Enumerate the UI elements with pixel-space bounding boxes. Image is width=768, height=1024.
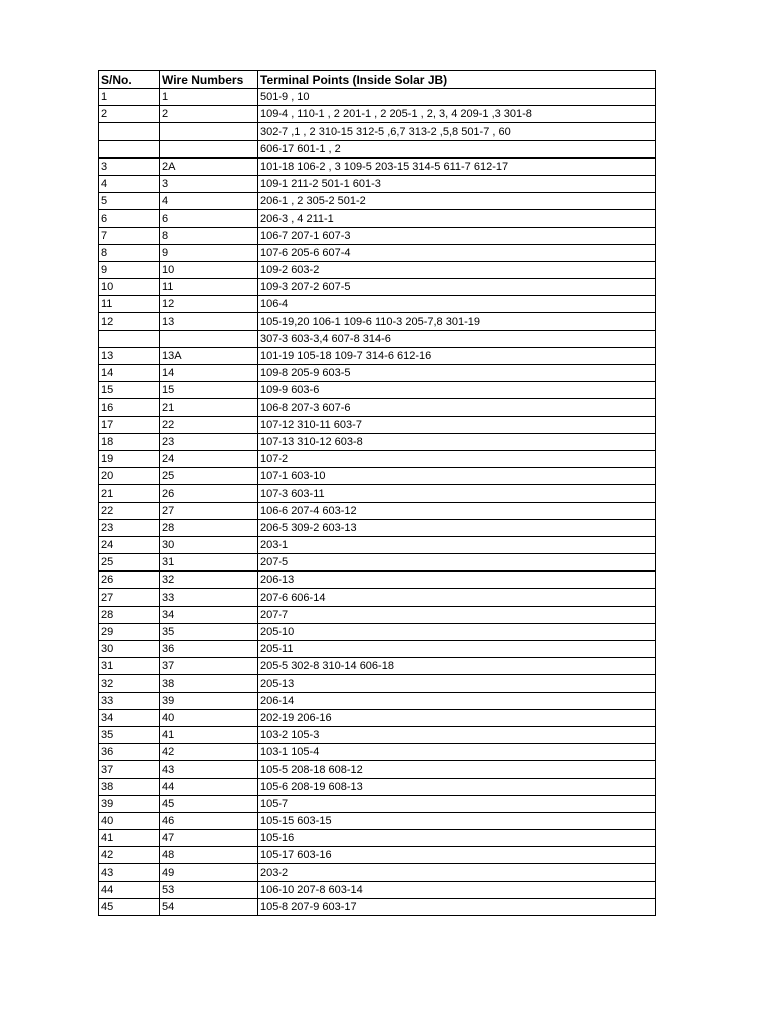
cell-serial-number: 23 bbox=[99, 519, 160, 536]
cell-wire-number: 4 bbox=[160, 193, 258, 210]
cell-terminal-points: 101-19 105-18 109-7 314-6 612-16 bbox=[258, 347, 656, 364]
cell-wire-number: 30 bbox=[160, 536, 258, 553]
cell-serial-number: 2 bbox=[99, 106, 160, 123]
table-row bbox=[99, 519, 656, 536]
table-row bbox=[99, 641, 656, 658]
table-row bbox=[99, 279, 656, 296]
cell-wire-number: 25 bbox=[160, 468, 258, 485]
cell-serial-number: 11 bbox=[99, 296, 160, 313]
wire-table-sheet bbox=[98, 70, 655, 916]
table-row bbox=[99, 89, 656, 106]
cell-terminal-points: 206-14 bbox=[258, 692, 656, 709]
cell-terminal-points: 207-6 606-14 bbox=[258, 589, 656, 606]
cell-wire-number: 9 bbox=[160, 244, 258, 261]
cell-wire-number: 2A bbox=[160, 158, 258, 176]
header-serial-number: S/No. bbox=[99, 71, 160, 89]
table-row bbox=[99, 864, 656, 881]
table-row bbox=[99, 140, 656, 158]
cell-terminal-points: 307-3 603-3,4 607-8 314-6 bbox=[258, 330, 656, 347]
cell-wire-number: 46 bbox=[160, 812, 258, 829]
cell-terminal-points: 105-16 bbox=[258, 830, 656, 847]
cell-serial-number: 42 bbox=[99, 847, 160, 864]
cell-wire-number: 44 bbox=[160, 778, 258, 795]
table-row bbox=[99, 416, 656, 433]
cell-serial-number: 35 bbox=[99, 726, 160, 743]
wire-numbers-table bbox=[98, 70, 656, 916]
cell-wire-number: 49 bbox=[160, 864, 258, 881]
table-row bbox=[99, 330, 656, 347]
table-row bbox=[99, 536, 656, 553]
cell-wire-number: 43 bbox=[160, 761, 258, 778]
cell-wire-number bbox=[160, 123, 258, 140]
cell-serial-number: 40 bbox=[99, 812, 160, 829]
cell-wire-number: 23 bbox=[160, 433, 258, 450]
cell-wire-number: 1 bbox=[160, 89, 258, 106]
cell-terminal-points: 205-13 bbox=[258, 675, 656, 692]
cell-terminal-points: 106-6 207-4 603-12 bbox=[258, 502, 656, 519]
cell-serial-number: 15 bbox=[99, 382, 160, 399]
cell-wire-number: 39 bbox=[160, 692, 258, 709]
cell-serial-number: 29 bbox=[99, 623, 160, 640]
cell-serial-number: 34 bbox=[99, 709, 160, 726]
cell-terminal-points: 206-1 , 2 305-2 501-2 bbox=[258, 193, 656, 210]
table-row bbox=[99, 244, 656, 261]
cell-wire-number: 36 bbox=[160, 641, 258, 658]
cell-terminal-points: 103-1 105-4 bbox=[258, 744, 656, 761]
table-row bbox=[99, 210, 656, 227]
table-row bbox=[99, 193, 656, 210]
cell-serial-number: 36 bbox=[99, 744, 160, 761]
cell-terminal-points: 105-7 bbox=[258, 795, 656, 812]
table-row bbox=[99, 433, 656, 450]
cell-terminal-points: 205-11 bbox=[258, 641, 656, 658]
cell-terminal-points: 109-8 205-9 603-5 bbox=[258, 365, 656, 382]
table-row bbox=[99, 571, 656, 589]
table-row bbox=[99, 365, 656, 382]
cell-serial-number: 9 bbox=[99, 261, 160, 278]
table-body bbox=[99, 89, 656, 916]
cell-terminal-points: 105-15 603-15 bbox=[258, 812, 656, 829]
table-row bbox=[99, 485, 656, 502]
cell-wire-number: 10 bbox=[160, 261, 258, 278]
cell-terminal-points: 106-7 207-1 607-3 bbox=[258, 227, 656, 244]
cell-wire-number: 37 bbox=[160, 658, 258, 675]
cell-wire-number: 6 bbox=[160, 210, 258, 227]
cell-serial-number: 37 bbox=[99, 761, 160, 778]
cell-wire-number: 31 bbox=[160, 554, 258, 572]
cell-terminal-points: 105-8 207-9 603-17 bbox=[258, 898, 656, 915]
cell-wire-number: 21 bbox=[160, 399, 258, 416]
cell-serial-number bbox=[99, 140, 160, 158]
cell-wire-number bbox=[160, 140, 258, 158]
cell-terminal-points: 106-4 bbox=[258, 296, 656, 313]
cell-wire-number: 42 bbox=[160, 744, 258, 761]
table-row bbox=[99, 158, 656, 176]
cell-terminal-points: 107-13 310-12 603-8 bbox=[258, 433, 656, 450]
cell-wire-number: 54 bbox=[160, 898, 258, 915]
cell-wire-number: 11 bbox=[160, 279, 258, 296]
table-row bbox=[99, 606, 656, 623]
table-row bbox=[99, 881, 656, 898]
cell-terminal-points: 606-17 601-1 , 2 bbox=[258, 140, 656, 158]
cell-serial-number: 19 bbox=[99, 450, 160, 467]
cell-terminal-points: 107-2 bbox=[258, 450, 656, 467]
cell-serial-number: 8 bbox=[99, 244, 160, 261]
table-row bbox=[99, 830, 656, 847]
table-row bbox=[99, 175, 656, 192]
cell-serial-number: 10 bbox=[99, 279, 160, 296]
cell-terminal-points: 107-1 603-10 bbox=[258, 468, 656, 485]
table-row bbox=[99, 399, 656, 416]
cell-wire-number: 8 bbox=[160, 227, 258, 244]
cell-terminal-points: 106-10 207-8 603-14 bbox=[258, 881, 656, 898]
table-row bbox=[99, 795, 656, 812]
cell-terminal-points: 107-6 205-6 607-4 bbox=[258, 244, 656, 261]
cell-wire-number: 41 bbox=[160, 726, 258, 743]
cell-terminal-points: 103-2 105-3 bbox=[258, 726, 656, 743]
cell-serial-number: 28 bbox=[99, 606, 160, 623]
cell-wire-number: 45 bbox=[160, 795, 258, 812]
cell-wire-number: 40 bbox=[160, 709, 258, 726]
table-row bbox=[99, 623, 656, 640]
table-row bbox=[99, 709, 656, 726]
cell-serial-number: 20 bbox=[99, 468, 160, 485]
cell-wire-number: 15 bbox=[160, 382, 258, 399]
cell-terminal-points: 302-7 ,1 , 2 310-15 312-5 ,6,7 313-2 ,5,8 501-7 , 60 bbox=[258, 123, 656, 140]
table-row bbox=[99, 450, 656, 467]
cell-terminal-points: 206-3 , 4 211-1 bbox=[258, 210, 656, 227]
cell-terminal-points: 105-19,20 106-1 109-6 110-3 205-7,8 301-19 bbox=[258, 313, 656, 330]
table-row bbox=[99, 382, 656, 399]
table-row bbox=[99, 778, 656, 795]
cell-terminal-points: 107-3 603-11 bbox=[258, 485, 656, 502]
cell-terminal-points: 205-5 302-8 310-14 606-18 bbox=[258, 658, 656, 675]
cell-terminal-points: 105-17 603-16 bbox=[258, 847, 656, 864]
cell-wire-number: 32 bbox=[160, 571, 258, 589]
cell-terminal-points: 207-5 bbox=[258, 554, 656, 572]
cell-terminal-points: 109-1 211-2 501-1 601-3 bbox=[258, 175, 656, 192]
cell-serial-number: 43 bbox=[99, 864, 160, 881]
table-row bbox=[99, 726, 656, 743]
cell-terminal-points: 109-3 207-2 607-5 bbox=[258, 279, 656, 296]
cell-wire-number bbox=[160, 330, 258, 347]
cell-terminal-points: 101-18 106-2 , 3 109-5 203-15 314-5 611-7 612-17 bbox=[258, 158, 656, 176]
cell-serial-number: 22 bbox=[99, 502, 160, 519]
cell-serial-number: 12 bbox=[99, 313, 160, 330]
cell-serial-number: 4 bbox=[99, 175, 160, 192]
table-row bbox=[99, 658, 656, 675]
cell-serial-number: 38 bbox=[99, 778, 160, 795]
cell-terminal-points: 501-9 , 10 bbox=[258, 89, 656, 106]
cell-serial-number: 3 bbox=[99, 158, 160, 176]
cell-serial-number: 13 bbox=[99, 347, 160, 364]
cell-wire-number: 27 bbox=[160, 502, 258, 519]
cell-terminal-points: 203-2 bbox=[258, 864, 656, 881]
table-row bbox=[99, 554, 656, 572]
cell-serial-number: 14 bbox=[99, 365, 160, 382]
cell-serial-number: 18 bbox=[99, 433, 160, 450]
cell-wire-number: 2 bbox=[160, 106, 258, 123]
cell-wire-number: 3 bbox=[160, 175, 258, 192]
table-row bbox=[99, 675, 656, 692]
table-row bbox=[99, 313, 656, 330]
cell-wire-number: 14 bbox=[160, 365, 258, 382]
cell-wire-number: 13 bbox=[160, 313, 258, 330]
table-row bbox=[99, 347, 656, 364]
table-row bbox=[99, 898, 656, 915]
cell-terminal-points: 109-4 , 110-1 , 2 201-1 , 2 205-1 , 2, 3, 4 209-1 ,3 301-8 bbox=[258, 106, 656, 123]
cell-wire-number: 33 bbox=[160, 589, 258, 606]
table-row bbox=[99, 468, 656, 485]
table-row bbox=[99, 502, 656, 519]
table-row bbox=[99, 296, 656, 313]
cell-terminal-points: 106-8 207-3 607-6 bbox=[258, 399, 656, 416]
cell-serial-number: 5 bbox=[99, 193, 160, 210]
cell-serial-number: 45 bbox=[99, 898, 160, 915]
cell-wire-number: 34 bbox=[160, 606, 258, 623]
cell-serial-number: 26 bbox=[99, 571, 160, 589]
cell-wire-number: 12 bbox=[160, 296, 258, 313]
cell-serial-number: 44 bbox=[99, 881, 160, 898]
cell-serial-number: 27 bbox=[99, 589, 160, 606]
cell-terminal-points: 203-1 bbox=[258, 536, 656, 553]
cell-serial-number bbox=[99, 123, 160, 140]
cell-serial-number: 30 bbox=[99, 641, 160, 658]
cell-serial-number: 25 bbox=[99, 554, 160, 572]
cell-terminal-points: 105-5 208-18 608-12 bbox=[258, 761, 656, 778]
cell-terminal-points: 109-2 603-2 bbox=[258, 261, 656, 278]
cell-terminal-points: 109-9 603-6 bbox=[258, 382, 656, 399]
cell-wire-number: 28 bbox=[160, 519, 258, 536]
cell-wire-number: 22 bbox=[160, 416, 258, 433]
cell-terminal-points: 206-13 bbox=[258, 571, 656, 589]
table-row bbox=[99, 692, 656, 709]
cell-wire-number: 48 bbox=[160, 847, 258, 864]
cell-wire-number: 38 bbox=[160, 675, 258, 692]
cell-terminal-points: 202-19 206-16 bbox=[258, 709, 656, 726]
table-row bbox=[99, 227, 656, 244]
cell-wire-number: 35 bbox=[160, 623, 258, 640]
table-row bbox=[99, 847, 656, 864]
cell-serial-number: 41 bbox=[99, 830, 160, 847]
cell-terminal-points: 205-10 bbox=[258, 623, 656, 640]
cell-wire-number: 26 bbox=[160, 485, 258, 502]
cell-terminal-points: 107-12 310-11 603-7 bbox=[258, 416, 656, 433]
cell-serial-number: 7 bbox=[99, 227, 160, 244]
cell-serial-number: 1 bbox=[99, 89, 160, 106]
table-row bbox=[99, 123, 656, 140]
table-row bbox=[99, 589, 656, 606]
cell-terminal-points: 207-7 bbox=[258, 606, 656, 623]
table-header-row bbox=[99, 71, 656, 89]
cell-wire-number: 47 bbox=[160, 830, 258, 847]
cell-serial-number: 39 bbox=[99, 795, 160, 812]
cell-serial-number bbox=[99, 330, 160, 347]
cell-serial-number: 32 bbox=[99, 675, 160, 692]
cell-wire-number: 13A bbox=[160, 347, 258, 364]
table-row bbox=[99, 761, 656, 778]
cell-serial-number: 6 bbox=[99, 210, 160, 227]
cell-serial-number: 21 bbox=[99, 485, 160, 502]
cell-terminal-points: 206-5 309-2 603-13 bbox=[258, 519, 656, 536]
cell-wire-number: 24 bbox=[160, 450, 258, 467]
cell-terminal-points: 105-6 208-19 608-13 bbox=[258, 778, 656, 795]
cell-wire-number: 53 bbox=[160, 881, 258, 898]
cell-serial-number: 24 bbox=[99, 536, 160, 553]
cell-serial-number: 33 bbox=[99, 692, 160, 709]
cell-serial-number: 17 bbox=[99, 416, 160, 433]
table-row bbox=[99, 744, 656, 761]
table-row bbox=[99, 812, 656, 829]
cell-serial-number: 16 bbox=[99, 399, 160, 416]
header-wire-numbers: Wire Numbers bbox=[160, 71, 258, 89]
table-row bbox=[99, 106, 656, 123]
header-terminal-points: Terminal Points (Inside Solar JB) bbox=[258, 71, 656, 89]
table-row bbox=[99, 261, 656, 278]
cell-serial-number: 31 bbox=[99, 658, 160, 675]
